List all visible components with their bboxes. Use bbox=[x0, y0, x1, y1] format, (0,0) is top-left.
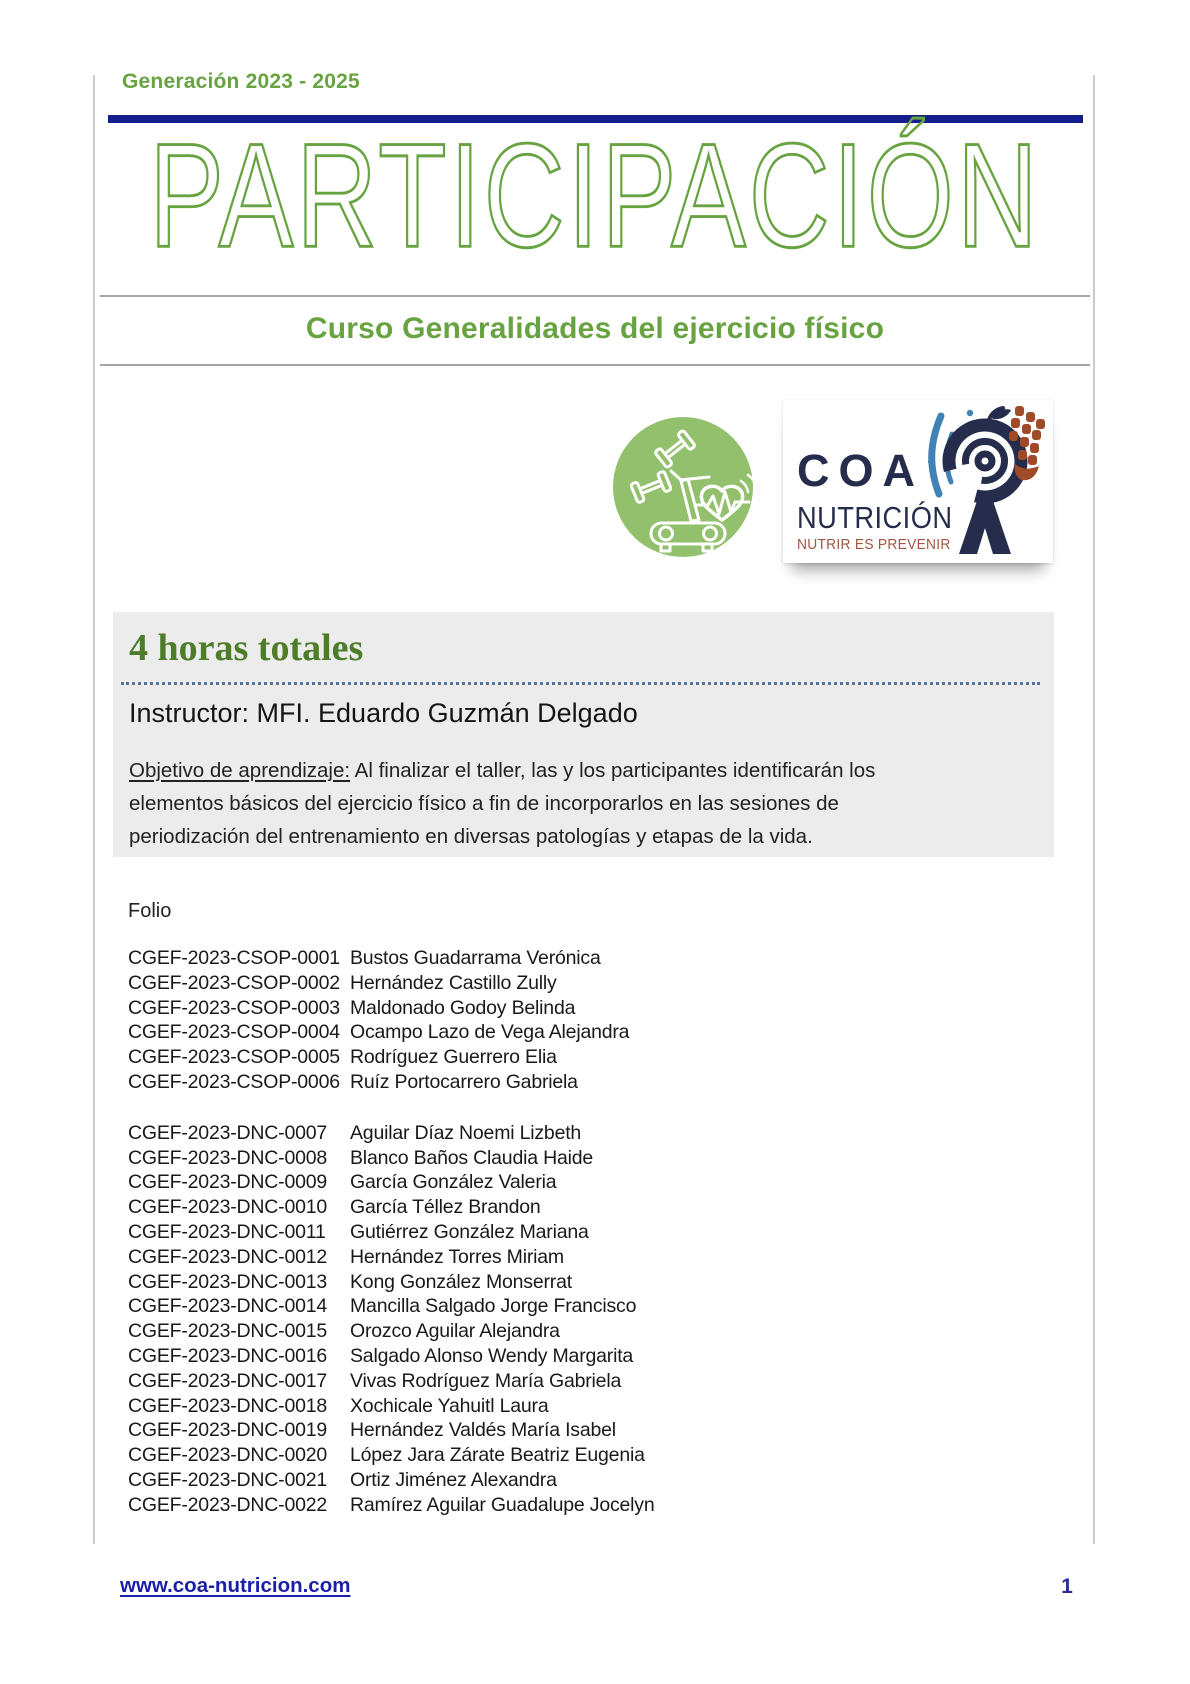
participant-name: Ocampo Lazo de Vega Alejandra bbox=[350, 1021, 630, 1044]
participant-name: Mancilla Salgado Jorge Francisco bbox=[350, 1295, 637, 1318]
participant-name: Gutiérrez González Mariana bbox=[350, 1220, 589, 1243]
list-row bbox=[128, 1121, 655, 1146]
participant-name: Hernández Valdés María Isabel bbox=[350, 1419, 616, 1442]
folio-code: CGEF-2023-DNC-0021 bbox=[128, 1468, 328, 1491]
coa-nutricion-text: NUTRICIÓN bbox=[797, 500, 953, 535]
objective-line: elementos básicos del ejercicio físico a fin de incorporarlos en las sesiones de bbox=[129, 792, 839, 815]
coa-tagline-text: NUTRIR ES PREVENIR bbox=[797, 537, 951, 553]
folio-code: CGEF-2023-DNC-0007 bbox=[128, 1121, 328, 1144]
main-title-text: PARTICIPACIÓN bbox=[149, 112, 1041, 278]
participant-name: Hernández Castillo Zully bbox=[350, 971, 557, 994]
page-number: 1 bbox=[1061, 1575, 1073, 1598]
folio-code: CGEF-2023-CSOP-0002 bbox=[128, 971, 340, 994]
folio-code: CGEF-2023-DNC-0020 bbox=[128, 1444, 328, 1467]
coa-brand-text: COA bbox=[797, 445, 924, 496]
participant-name: García Téllez Brandon bbox=[350, 1196, 541, 1219]
objective-line: periodización del entrenamiento en diversas patologías y etapas de la vida. bbox=[129, 825, 813, 848]
folio-code: CGEF-2023-CSOP-0004 bbox=[128, 1021, 340, 1044]
fitness-badge-icon bbox=[613, 417, 753, 557]
list-row bbox=[128, 1045, 655, 1070]
folio-code: CGEF-2023-CSOP-0001 bbox=[128, 947, 340, 969]
list-row bbox=[128, 946, 655, 971]
list-row bbox=[128, 1220, 655, 1245]
course-title: Curso Generalidades del ejercicio físico bbox=[305, 312, 885, 345]
list-row bbox=[128, 1319, 655, 1344]
participant-name: García González Valeria bbox=[350, 1171, 557, 1194]
website-link[interactable]: www.coa-nutricion.com bbox=[120, 1574, 351, 1597]
participant-name: Blanco Baños Claudia Haide bbox=[350, 1146, 594, 1169]
folio-code: CGEF-2023-CSOP-0005 bbox=[128, 1046, 340, 1069]
folio-code: CGEF-2023-DNC-0015 bbox=[128, 1320, 328, 1343]
participant-name: Ruíz Portocarrero Gabriela bbox=[350, 1070, 578, 1093]
objective-paragraph bbox=[129, 754, 875, 853]
folio-code: CGEF-2023-DNC-0011 bbox=[128, 1220, 326, 1243]
folio-code: CGEF-2023-DNC-0019 bbox=[128, 1419, 328, 1442]
participant-name: Ramírez Aguilar Guadalupe Jocelyn bbox=[350, 1493, 655, 1516]
main-title bbox=[0, 112, 1190, 278]
folio-column-label: Folio bbox=[128, 900, 172, 922]
coa-logo-mark-icon bbox=[925, 406, 1051, 558]
objective-text: Al finalizar el taller, las y los participantes identificarán los bbox=[350, 759, 876, 782]
folio-code: CGEF-2023-DNC-0010 bbox=[128, 1196, 328, 1219]
coa-logo-card bbox=[783, 400, 1053, 563]
roster-group-dnc bbox=[128, 1121, 655, 1518]
folio-code: CGEF-2023-DNC-0016 bbox=[128, 1344, 328, 1367]
participant-name: Orozco Aguilar Alejandra bbox=[350, 1320, 560, 1343]
folio-code: CGEF-2023-DNC-0017 bbox=[128, 1369, 328, 1392]
participant-name: Salgado Alonso Wendy Margarita bbox=[350, 1344, 634, 1367]
participant-name: López Jara Zárate Beatriz Eugenia bbox=[350, 1444, 645, 1467]
folio-code: CGEF-2023-DNC-0014 bbox=[128, 1295, 328, 1318]
list-row bbox=[128, 1344, 655, 1369]
objective-line bbox=[129, 754, 875, 787]
list-row bbox=[128, 1294, 655, 1319]
list-row bbox=[128, 1443, 655, 1468]
objective-label: Objetivo de aprendizaje: bbox=[129, 759, 351, 782]
participant-name: Hernández Torres Miriam bbox=[350, 1245, 564, 1268]
folio-code: CGEF-2023-DNC-0013 bbox=[128, 1270, 328, 1293]
list-row bbox=[128, 1468, 655, 1493]
list-row bbox=[128, 1493, 655, 1518]
figure-legs-icon bbox=[959, 498, 1011, 554]
list-row bbox=[128, 1245, 655, 1270]
instructor-line: Instructor: MFI. Eduardo Guzmán Delgado bbox=[129, 698, 638, 728]
divider-line-top bbox=[100, 295, 1090, 297]
list-row bbox=[128, 1170, 655, 1195]
list-row bbox=[128, 1020, 655, 1045]
folio-code: CGEF-2023-DNC-0009 bbox=[128, 1171, 328, 1194]
folio-code: CGEF-2023-DNC-0018 bbox=[128, 1394, 328, 1417]
participant-name: Xochicale Yahuitl Laura bbox=[350, 1394, 549, 1417]
list-row bbox=[128, 1146, 655, 1171]
list-row bbox=[128, 1394, 655, 1419]
list-row bbox=[128, 1369, 655, 1394]
list-row bbox=[128, 971, 655, 996]
divider-line-bottom bbox=[100, 364, 1090, 366]
folio-code: CGEF-2023-CSOP-0006 bbox=[128, 1070, 340, 1093]
roster-group-csop bbox=[128, 946, 655, 1095]
spiral-figure-icon bbox=[949, 408, 1021, 497]
participant-name: Aguilar Díaz Noemi Lizbeth bbox=[350, 1121, 582, 1144]
participant-name: Rodríguez Guerrero Elia bbox=[350, 1046, 557, 1069]
folio-code: CGEF-2023-DNC-0012 bbox=[128, 1245, 328, 1268]
folio-code: CGEF-2023-DNC-0008 bbox=[128, 1146, 328, 1169]
participant-name: Vivas Rodríguez María Gabriela bbox=[350, 1369, 622, 1392]
participant-name: Ortiz Jiménez Alexandra bbox=[350, 1468, 557, 1491]
list-row bbox=[128, 1270, 655, 1295]
participant-name: Bustos Guadarrama Verónica bbox=[350, 947, 601, 969]
list-row bbox=[128, 996, 655, 1021]
total-hours: 4 horas totales bbox=[129, 627, 364, 669]
generation-label: Generación 2023 - 2025 bbox=[122, 70, 360, 93]
folio-code: CGEF-2023-CSOP-0003 bbox=[128, 996, 340, 1019]
folio-code: CGEF-2023-DNC-0022 bbox=[128, 1493, 328, 1516]
participant-name: Kong González Monserrat bbox=[350, 1270, 572, 1293]
course-info-box bbox=[113, 612, 1054, 857]
dotted-divider bbox=[121, 682, 1040, 685]
list-row bbox=[128, 1195, 655, 1220]
list-row bbox=[128, 1418, 655, 1443]
participant-name: Maldonado Godoy Belinda bbox=[350, 996, 576, 1019]
list-row bbox=[128, 1070, 655, 1095]
participants-roster bbox=[128, 946, 655, 1518]
